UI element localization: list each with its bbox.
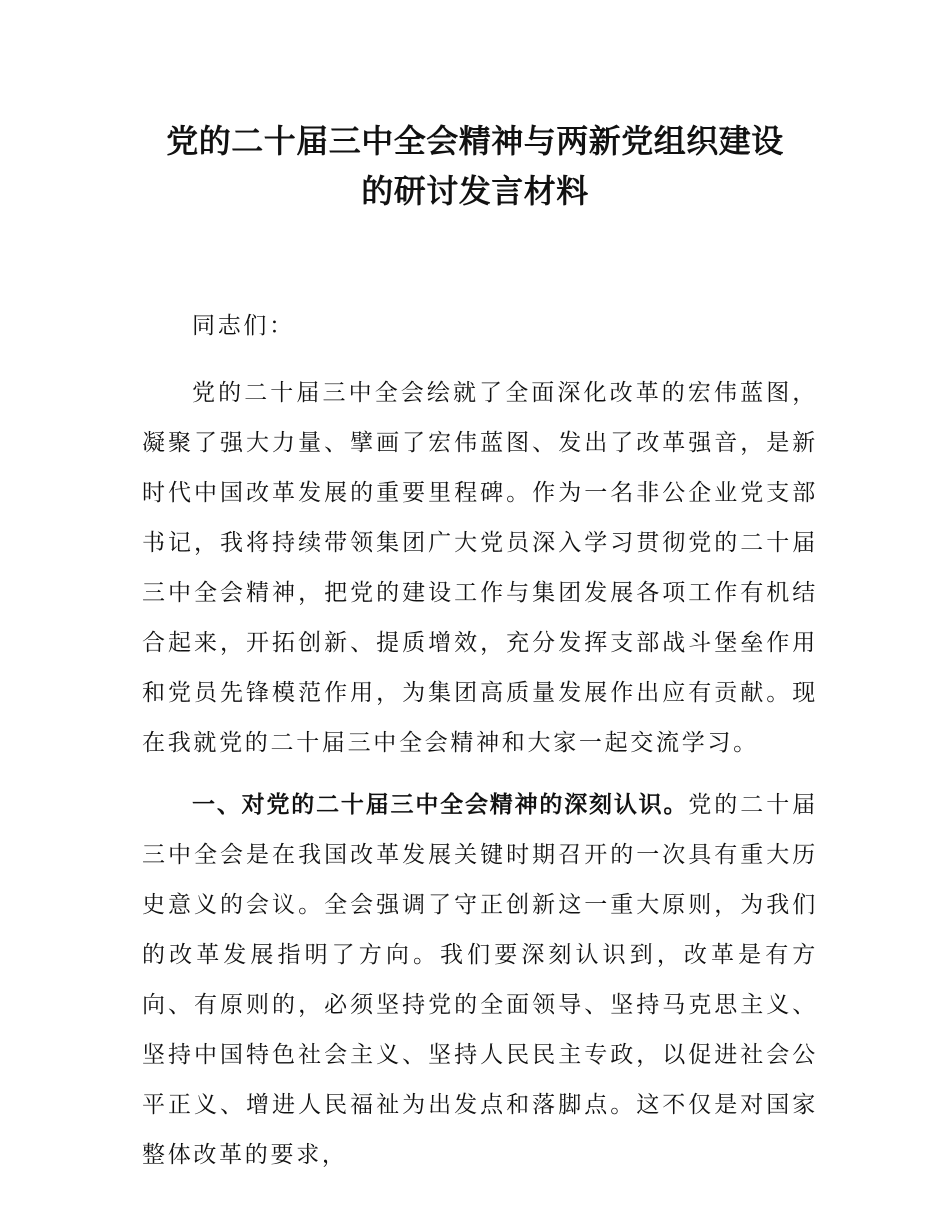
section-1-heading: 一、对党的二十届三中全会精神的深刻认识。 [192,792,689,818]
section-1-text: 党的二十届三中全会是在我国改革发展关键时期召开的一次具有重大历史意义的会议。全会强调了守正创新这一重大原则，为我们的改革发展指明了方向。我们要深刻认识到，改革是有方向、有原则的，必须坚持党的全面领导、坚持马克思主义、坚持中国特色社会主义、坚持人民民主专政，以促进社会公平正义、增进人民福祉为出发点和落脚点。这不仅是对国家整体改革的要求， [142,792,818,1168]
document-body [142,306,818,1180]
paragraph-section-1 [142,780,818,1180]
title-line-1: 党的二十届三中全会精神与两新党组织建设 [166,122,784,160]
paragraph-intro: 党的二十届三中全会绘就了全面深化改革的宏伟蓝图，凝聚了强大力量、擘画了宏伟蓝图、发出了改革强音，是新时代中国改革发展的重要里程碑。作为一名非公企业党支部书记，我将持续带领集团广大党员深入学习贯彻党的二十届三中全会精神，把党的建设工作与集团发展各项工作有机结合起来，开拓创新、提质增效，充分发挥支部战斗堡垒作用和党员先锋模范作用，为集团高质量发展作出应有贡献。现在我就党的二十届三中全会精神和大家一起交流学习。 [142,380,818,756]
salutation: 同志们： [192,313,295,339]
document-title [100,116,850,216]
title-line-2: 的研讨发言材料 [361,172,589,210]
